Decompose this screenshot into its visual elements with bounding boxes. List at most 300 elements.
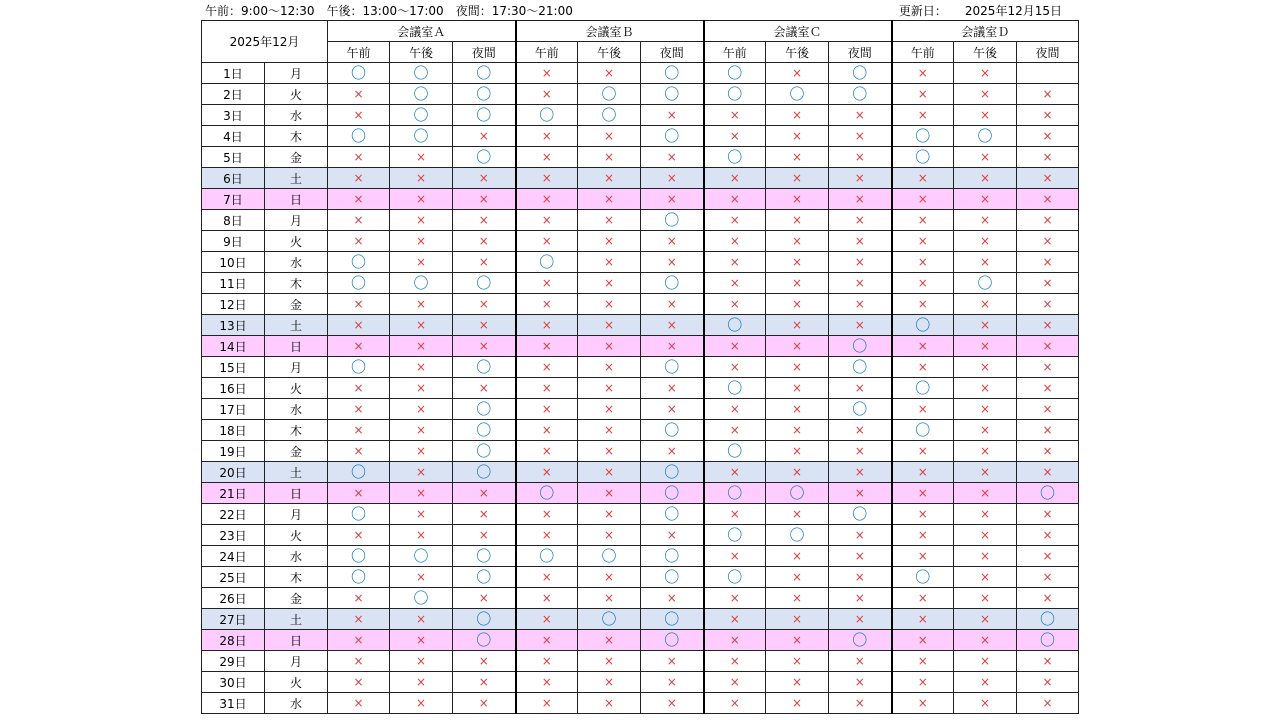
slot-cell[interactable] xyxy=(704,126,766,147)
slot-cell[interactable] xyxy=(954,630,1017,651)
slot-cell[interactable] xyxy=(578,651,641,672)
slot-cell[interactable] xyxy=(766,504,829,525)
slot-cell[interactable] xyxy=(328,189,390,210)
slot-cell[interactable] xyxy=(516,630,578,651)
slot-cell[interactable] xyxy=(453,336,516,357)
slot-cell[interactable] xyxy=(704,294,766,315)
slot-cell[interactable] xyxy=(829,672,892,693)
slot-cell[interactable] xyxy=(766,252,829,273)
slot-cell[interactable] xyxy=(328,399,390,420)
slot-cell[interactable] xyxy=(578,147,641,168)
slot-cell[interactable] xyxy=(516,399,578,420)
slot-cell[interactable] xyxy=(892,441,954,462)
slot-cell[interactable] xyxy=(954,672,1017,693)
slot-cell[interactable] xyxy=(578,189,641,210)
slot-cell[interactable] xyxy=(453,504,516,525)
slot-cell[interactable] xyxy=(453,609,516,630)
slot-cell[interactable] xyxy=(1017,294,1079,315)
slot-cell[interactable] xyxy=(1017,273,1079,294)
slot-cell[interactable] xyxy=(390,315,453,336)
slot-cell[interactable] xyxy=(641,441,704,462)
slot-cell[interactable] xyxy=(892,420,954,441)
slot-cell[interactable] xyxy=(578,609,641,630)
slot-cell[interactable] xyxy=(641,168,704,189)
slot-cell[interactable] xyxy=(641,105,704,126)
slot-cell[interactable] xyxy=(892,336,954,357)
slot-cell[interactable] xyxy=(578,210,641,231)
slot-cell[interactable] xyxy=(390,126,453,147)
slot-cell[interactable] xyxy=(766,378,829,399)
slot-cell[interactable] xyxy=(704,441,766,462)
slot-cell[interactable] xyxy=(516,378,578,399)
slot-cell[interactable] xyxy=(453,105,516,126)
slot-cell[interactable] xyxy=(578,378,641,399)
slot-cell[interactable] xyxy=(766,336,829,357)
slot-cell[interactable] xyxy=(641,525,704,546)
slot-cell[interactable] xyxy=(328,504,390,525)
slot-cell[interactable] xyxy=(641,567,704,588)
slot-cell[interactable] xyxy=(954,504,1017,525)
slot-cell[interactable] xyxy=(453,315,516,336)
slot-cell[interactable] xyxy=(453,651,516,672)
slot-cell[interactable] xyxy=(892,126,954,147)
slot-cell[interactable] xyxy=(390,378,453,399)
slot-cell[interactable] xyxy=(892,693,954,714)
slot-cell[interactable] xyxy=(892,105,954,126)
slot-cell[interactable] xyxy=(766,63,829,84)
slot-cell[interactable] xyxy=(829,588,892,609)
slot-cell[interactable] xyxy=(766,105,829,126)
slot-cell[interactable] xyxy=(892,168,954,189)
slot-cell[interactable] xyxy=(516,504,578,525)
slot-cell[interactable] xyxy=(829,546,892,567)
slot-cell[interactable] xyxy=(641,147,704,168)
slot-cell[interactable] xyxy=(516,462,578,483)
slot-cell[interactable] xyxy=(892,567,954,588)
slot-cell[interactable] xyxy=(892,294,954,315)
slot-cell[interactable] xyxy=(578,567,641,588)
slot-cell[interactable] xyxy=(516,336,578,357)
slot-cell[interactable] xyxy=(516,252,578,273)
slot-cell[interactable] xyxy=(1017,420,1079,441)
slot-cell[interactable] xyxy=(704,693,766,714)
slot-cell[interactable] xyxy=(641,630,704,651)
slot-cell[interactable] xyxy=(328,672,390,693)
slot-cell[interactable] xyxy=(829,126,892,147)
slot-cell[interactable] xyxy=(766,231,829,252)
slot-cell[interactable] xyxy=(1017,105,1079,126)
slot-cell[interactable] xyxy=(954,294,1017,315)
slot-cell[interactable] xyxy=(954,231,1017,252)
slot-cell[interactable] xyxy=(453,231,516,252)
slot-cell[interactable] xyxy=(390,504,453,525)
slot-cell[interactable] xyxy=(892,588,954,609)
slot-cell[interactable] xyxy=(641,63,704,84)
slot-cell[interactable] xyxy=(829,231,892,252)
slot-cell[interactable] xyxy=(516,294,578,315)
slot-cell[interactable] xyxy=(328,336,390,357)
slot-cell[interactable] xyxy=(766,210,829,231)
slot-cell[interactable] xyxy=(453,168,516,189)
slot-cell[interactable] xyxy=(328,147,390,168)
slot-cell[interactable] xyxy=(328,168,390,189)
slot-cell[interactable] xyxy=(892,189,954,210)
slot-cell[interactable] xyxy=(1017,567,1079,588)
slot-cell[interactable] xyxy=(892,84,954,105)
slot-cell[interactable] xyxy=(453,546,516,567)
slot-cell[interactable] xyxy=(766,462,829,483)
slot-cell[interactable] xyxy=(516,441,578,462)
slot-cell[interactable] xyxy=(390,546,453,567)
slot-cell[interactable] xyxy=(954,63,1017,84)
slot-cell[interactable] xyxy=(704,504,766,525)
slot-cell[interactable] xyxy=(766,357,829,378)
slot-cell[interactable] xyxy=(766,399,829,420)
slot-cell[interactable] xyxy=(766,588,829,609)
slot-cell[interactable] xyxy=(954,546,1017,567)
slot-cell[interactable] xyxy=(892,315,954,336)
slot-cell[interactable] xyxy=(390,567,453,588)
slot-cell[interactable] xyxy=(516,357,578,378)
slot-cell[interactable] xyxy=(641,672,704,693)
slot-cell[interactable] xyxy=(390,105,453,126)
slot-cell[interactable] xyxy=(516,147,578,168)
slot-cell[interactable] xyxy=(704,147,766,168)
slot-cell[interactable] xyxy=(390,63,453,84)
slot-cell[interactable] xyxy=(704,231,766,252)
slot-cell[interactable] xyxy=(829,525,892,546)
slot-cell[interactable] xyxy=(390,231,453,252)
slot-cell[interactable] xyxy=(516,672,578,693)
slot-cell[interactable] xyxy=(453,147,516,168)
slot-cell[interactable] xyxy=(1017,462,1079,483)
slot-cell[interactable] xyxy=(641,462,704,483)
slot-cell[interactable] xyxy=(328,441,390,462)
slot-cell[interactable] xyxy=(578,420,641,441)
slot-cell[interactable] xyxy=(328,630,390,651)
slot-cell[interactable] xyxy=(1017,588,1079,609)
slot-cell[interactable] xyxy=(954,441,1017,462)
slot-cell[interactable] xyxy=(766,189,829,210)
slot-cell[interactable] xyxy=(1017,189,1079,210)
slot-cell[interactable] xyxy=(453,399,516,420)
slot-cell[interactable] xyxy=(766,483,829,504)
slot-cell[interactable] xyxy=(390,630,453,651)
slot-cell[interactable] xyxy=(829,609,892,630)
slot-cell[interactable] xyxy=(328,231,390,252)
slot-cell[interactable] xyxy=(954,252,1017,273)
slot-cell[interactable] xyxy=(704,189,766,210)
slot-cell[interactable] xyxy=(578,672,641,693)
slot-cell[interactable] xyxy=(641,315,704,336)
slot-cell[interactable] xyxy=(578,315,641,336)
slot-cell[interactable] xyxy=(453,252,516,273)
slot-cell[interactable] xyxy=(766,126,829,147)
slot-cell[interactable] xyxy=(516,210,578,231)
slot-cell[interactable] xyxy=(892,399,954,420)
slot-cell[interactable] xyxy=(516,126,578,147)
slot-cell[interactable] xyxy=(766,630,829,651)
slot-cell[interactable] xyxy=(766,420,829,441)
slot-cell[interactable] xyxy=(954,651,1017,672)
slot-cell[interactable] xyxy=(578,105,641,126)
slot-cell[interactable] xyxy=(892,357,954,378)
slot-cell[interactable] xyxy=(453,357,516,378)
slot-cell[interactable] xyxy=(704,168,766,189)
slot-cell[interactable] xyxy=(829,147,892,168)
slot-cell[interactable] xyxy=(892,63,954,84)
slot-cell[interactable] xyxy=(892,525,954,546)
slot-cell[interactable] xyxy=(578,357,641,378)
slot-cell[interactable] xyxy=(328,462,390,483)
slot-cell[interactable] xyxy=(766,168,829,189)
slot-cell[interactable] xyxy=(766,294,829,315)
slot-cell[interactable] xyxy=(829,441,892,462)
slot-cell[interactable] xyxy=(641,273,704,294)
slot-cell[interactable] xyxy=(641,693,704,714)
slot-cell[interactable] xyxy=(829,357,892,378)
slot-cell[interactable] xyxy=(829,252,892,273)
slot-cell[interactable] xyxy=(704,315,766,336)
slot-cell[interactable] xyxy=(578,504,641,525)
slot-cell[interactable] xyxy=(328,357,390,378)
slot-cell[interactable] xyxy=(704,525,766,546)
slot-cell[interactable] xyxy=(704,420,766,441)
slot-cell[interactable] xyxy=(516,84,578,105)
slot-cell[interactable] xyxy=(1017,210,1079,231)
slot-cell[interactable] xyxy=(453,84,516,105)
slot-cell[interactable] xyxy=(829,420,892,441)
slot-cell[interactable] xyxy=(516,420,578,441)
slot-cell[interactable] xyxy=(516,105,578,126)
slot-cell[interactable] xyxy=(390,420,453,441)
slot-cell[interactable] xyxy=(954,105,1017,126)
slot-cell[interactable] xyxy=(704,588,766,609)
slot-cell[interactable] xyxy=(1017,399,1079,420)
slot-cell[interactable] xyxy=(1017,609,1079,630)
slot-cell[interactable] xyxy=(453,210,516,231)
slot-cell[interactable] xyxy=(516,651,578,672)
slot-cell[interactable] xyxy=(892,378,954,399)
slot-cell[interactable] xyxy=(453,63,516,84)
slot-cell[interactable] xyxy=(954,420,1017,441)
slot-cell[interactable] xyxy=(390,252,453,273)
slot-cell[interactable] xyxy=(766,693,829,714)
slot-cell[interactable] xyxy=(390,525,453,546)
slot-cell[interactable] xyxy=(516,273,578,294)
slot-cell[interactable] xyxy=(641,210,704,231)
slot-cell[interactable] xyxy=(954,189,1017,210)
slot-cell[interactable] xyxy=(453,483,516,504)
slot-cell[interactable] xyxy=(829,336,892,357)
slot-cell[interactable] xyxy=(766,441,829,462)
slot-cell[interactable] xyxy=(390,147,453,168)
slot-cell[interactable] xyxy=(954,378,1017,399)
slot-cell[interactable] xyxy=(328,546,390,567)
slot-cell[interactable] xyxy=(1017,336,1079,357)
slot-cell[interactable] xyxy=(578,336,641,357)
slot-cell[interactable] xyxy=(328,378,390,399)
slot-cell[interactable] xyxy=(704,84,766,105)
slot-cell[interactable] xyxy=(578,546,641,567)
slot-cell[interactable] xyxy=(704,336,766,357)
slot-cell[interactable] xyxy=(829,84,892,105)
slot-cell[interactable] xyxy=(578,168,641,189)
slot-cell[interactable] xyxy=(390,483,453,504)
slot-cell[interactable] xyxy=(1017,357,1079,378)
slot-cell[interactable] xyxy=(453,126,516,147)
slot-cell[interactable] xyxy=(328,420,390,441)
slot-cell[interactable] xyxy=(453,693,516,714)
slot-cell[interactable] xyxy=(453,462,516,483)
slot-cell[interactable] xyxy=(954,357,1017,378)
slot-cell[interactable] xyxy=(704,483,766,504)
slot-cell[interactable] xyxy=(641,399,704,420)
slot-cell[interactable] xyxy=(1017,231,1079,252)
slot-cell[interactable] xyxy=(954,567,1017,588)
slot-cell[interactable] xyxy=(641,84,704,105)
slot-cell[interactable] xyxy=(516,588,578,609)
slot-cell[interactable] xyxy=(766,672,829,693)
slot-cell[interactable] xyxy=(704,273,766,294)
slot-cell[interactable] xyxy=(390,441,453,462)
slot-cell[interactable] xyxy=(829,651,892,672)
slot-cell[interactable] xyxy=(954,399,1017,420)
slot-cell[interactable] xyxy=(390,357,453,378)
slot-cell[interactable] xyxy=(453,525,516,546)
slot-cell[interactable] xyxy=(390,273,453,294)
slot-cell[interactable] xyxy=(704,462,766,483)
slot-cell[interactable] xyxy=(328,252,390,273)
slot-cell[interactable] xyxy=(390,336,453,357)
slot-cell[interactable] xyxy=(578,630,641,651)
slot-cell[interactable] xyxy=(829,63,892,84)
slot-cell[interactable] xyxy=(829,567,892,588)
slot-cell[interactable] xyxy=(1017,252,1079,273)
slot-cell[interactable] xyxy=(641,483,704,504)
slot-cell[interactable] xyxy=(516,567,578,588)
slot-cell[interactable] xyxy=(1017,315,1079,336)
slot-cell[interactable] xyxy=(829,294,892,315)
slot-cell[interactable] xyxy=(641,189,704,210)
slot-cell[interactable] xyxy=(1017,630,1079,651)
slot-cell[interactable] xyxy=(390,168,453,189)
slot-cell[interactable] xyxy=(892,483,954,504)
slot-cell[interactable] xyxy=(1017,483,1079,504)
slot-cell[interactable] xyxy=(704,210,766,231)
slot-cell[interactable] xyxy=(766,546,829,567)
slot-cell[interactable] xyxy=(516,315,578,336)
slot-cell[interactable] xyxy=(390,609,453,630)
slot-cell[interactable] xyxy=(954,336,1017,357)
slot-cell[interactable] xyxy=(892,546,954,567)
slot-cell[interactable] xyxy=(954,210,1017,231)
slot-cell[interactable] xyxy=(704,651,766,672)
slot-cell[interactable] xyxy=(578,462,641,483)
slot-cell[interactable] xyxy=(1017,546,1079,567)
slot-cell[interactable] xyxy=(704,630,766,651)
slot-cell[interactable] xyxy=(390,294,453,315)
slot-cell[interactable] xyxy=(453,294,516,315)
slot-cell[interactable] xyxy=(578,126,641,147)
slot-cell[interactable] xyxy=(453,672,516,693)
slot-cell[interactable] xyxy=(641,588,704,609)
slot-cell[interactable] xyxy=(453,441,516,462)
slot-cell[interactable] xyxy=(516,693,578,714)
slot-cell[interactable] xyxy=(766,651,829,672)
slot-cell[interactable] xyxy=(954,273,1017,294)
slot-cell[interactable] xyxy=(766,147,829,168)
slot-cell[interactable] xyxy=(1017,525,1079,546)
slot-cell[interactable] xyxy=(516,189,578,210)
slot-cell[interactable] xyxy=(641,231,704,252)
slot-cell[interactable] xyxy=(766,273,829,294)
slot-cell[interactable] xyxy=(453,378,516,399)
slot-cell[interactable] xyxy=(954,588,1017,609)
slot-cell[interactable] xyxy=(1017,63,1079,84)
slot-cell[interactable] xyxy=(829,105,892,126)
slot-cell[interactable] xyxy=(892,630,954,651)
slot-cell[interactable] xyxy=(829,189,892,210)
slot-cell[interactable] xyxy=(704,546,766,567)
slot-cell[interactable] xyxy=(641,546,704,567)
slot-cell[interactable] xyxy=(829,483,892,504)
slot-cell[interactable] xyxy=(954,483,1017,504)
slot-cell[interactable] xyxy=(641,651,704,672)
slot-cell[interactable] xyxy=(1017,168,1079,189)
slot-cell[interactable] xyxy=(328,315,390,336)
slot-cell[interactable] xyxy=(704,378,766,399)
slot-cell[interactable] xyxy=(516,483,578,504)
slot-cell[interactable] xyxy=(328,693,390,714)
slot-cell[interactable] xyxy=(328,126,390,147)
slot-cell[interactable] xyxy=(766,315,829,336)
slot-cell[interactable] xyxy=(516,63,578,84)
slot-cell[interactable] xyxy=(829,504,892,525)
slot-cell[interactable] xyxy=(954,84,1017,105)
slot-cell[interactable] xyxy=(954,126,1017,147)
slot-cell[interactable] xyxy=(328,588,390,609)
slot-cell[interactable] xyxy=(1017,147,1079,168)
slot-cell[interactable] xyxy=(453,630,516,651)
slot-cell[interactable] xyxy=(578,483,641,504)
slot-cell[interactable] xyxy=(954,693,1017,714)
slot-cell[interactable] xyxy=(704,252,766,273)
slot-cell[interactable] xyxy=(1017,84,1079,105)
slot-cell[interactable] xyxy=(1017,378,1079,399)
slot-cell[interactable] xyxy=(892,651,954,672)
slot-cell[interactable] xyxy=(641,357,704,378)
slot-cell[interactable] xyxy=(892,147,954,168)
slot-cell[interactable] xyxy=(704,399,766,420)
slot-cell[interactable] xyxy=(892,252,954,273)
slot-cell[interactable] xyxy=(390,210,453,231)
slot-cell[interactable] xyxy=(829,210,892,231)
slot-cell[interactable] xyxy=(954,462,1017,483)
slot-cell[interactable] xyxy=(516,168,578,189)
slot-cell[interactable] xyxy=(641,609,704,630)
slot-cell[interactable] xyxy=(641,378,704,399)
slot-cell[interactable] xyxy=(766,525,829,546)
slot-cell[interactable] xyxy=(892,210,954,231)
slot-cell[interactable] xyxy=(829,462,892,483)
slot-cell[interactable] xyxy=(516,231,578,252)
slot-cell[interactable] xyxy=(1017,651,1079,672)
slot-cell[interactable] xyxy=(1017,441,1079,462)
slot-cell[interactable] xyxy=(328,63,390,84)
slot-cell[interactable] xyxy=(704,63,766,84)
slot-cell[interactable] xyxy=(453,588,516,609)
